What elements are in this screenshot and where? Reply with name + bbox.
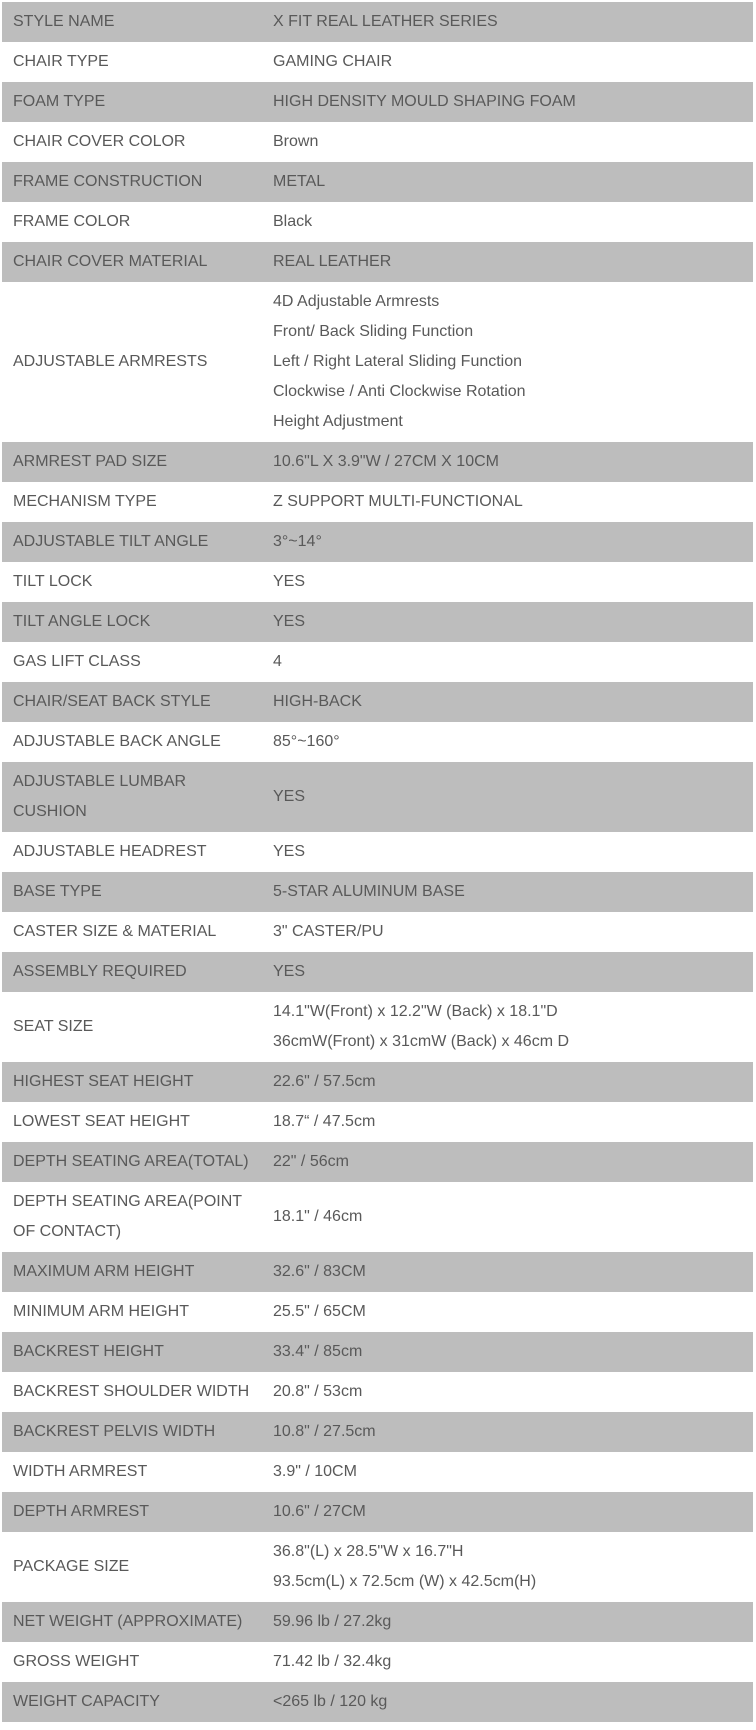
spec-value-line: 32.6" / 83CM [273,1263,366,1280]
table-row [2,912,753,952]
table-row [2,992,753,1062]
spec-value-line: 10.8" / 27.5cm [273,1423,376,1440]
table-row [2,602,753,642]
spec-table [2,2,753,1722]
spec-value-line: 85°~160° [273,733,340,750]
spec-value-line: 25.5" / 65CM [273,1303,366,1320]
table-row [2,242,753,282]
spec-value [262,202,753,242]
spec-label: GROSS WEIGHT [13,1653,140,1670]
spec-value-line: YES [273,963,306,980]
spec-value [262,682,753,722]
spec-value [262,122,753,162]
spec-label: BASE TYPE [13,883,102,900]
table-row [2,1602,753,1642]
table-row [2,162,753,202]
spec-value-line: 71.42 lb / 32.4kg [273,1653,392,1670]
spec-value-line: Clockwise / Anti Clockwise Rotation [273,383,526,400]
spec-value [262,1372,753,1412]
spec-label: FRAME CONSTRUCTION [13,173,203,190]
spec-value-line: 10.6" / 27CM [273,1503,366,1520]
table-row [2,442,753,482]
spec-value [262,1182,753,1252]
spec-value [262,242,753,282]
spec-value-line: 18.1" / 46cm [273,1208,363,1225]
spec-label: CHAIR/SEAT BACK STYLE [13,693,211,710]
spec-value-line: Black [273,213,313,230]
table-row [2,42,753,82]
spec-value-line: 14.1"W(Front) x 12.2"W (Back) x 18.1"D [273,1003,558,1020]
spec-value [262,722,753,762]
table-row [2,562,753,602]
spec-value [262,1642,753,1682]
table-row [2,872,753,912]
table-row [2,1102,753,1142]
spec-value [262,642,753,682]
spec-label: DEPTH SEATING AREA(POINT OF CONTACT) [13,1193,242,1240]
spec-label: SEAT SIZE [13,1018,94,1035]
spec-label: FRAME COLOR [13,213,131,230]
table-row [2,122,753,162]
table-row [2,482,753,522]
spec-value-line: Front/ Back Sliding Function [273,323,474,340]
table-row [2,282,753,442]
spec-value [262,1412,753,1452]
table-row [2,2,753,42]
spec-value-line: YES [273,788,306,805]
spec-label: GAS LIFT CLASS [13,653,141,670]
spec-value-line: 18.7“ / 47.5cm [273,1113,376,1130]
spec-label: TILT LOCK [13,573,93,590]
spec-label: BACKREST HEIGHT [13,1343,164,1360]
spec-value [262,1532,753,1602]
spec-value-line: YES [273,573,306,590]
table-row [2,1412,753,1452]
spec-label: ASSEMBLY REQUIRED [13,963,187,980]
spec-value-line: 4 [273,653,282,670]
table-row [2,1062,753,1102]
spec-value [262,1252,753,1292]
table-row [2,952,753,992]
table-row [2,1452,753,1492]
table-row [2,1332,753,1372]
table-row [2,1532,753,1602]
spec-value [262,482,753,522]
spec-value [262,1602,753,1642]
table-row [2,202,753,242]
table-row [2,722,753,762]
spec-value [262,82,753,122]
spec-value [262,522,753,562]
spec-value [262,282,753,442]
spec-value [262,1492,753,1532]
spec-label: ADJUSTABLE HEADREST [13,843,207,860]
table-row [2,522,753,562]
spec-value [262,1102,753,1142]
spec-value-line: REAL LEATHER [273,253,392,270]
spec-value-line: 36.8"(L) x 28.5"W x 16.7"H [273,1543,464,1560]
spec-label: ARMREST PAD SIZE [13,453,168,470]
spec-value-line: 20.8" / 53cm [273,1383,363,1400]
spec-value-line: Z SUPPORT MULTI-FUNCTIONAL [273,493,523,510]
spec-value [262,1332,753,1372]
spec-value [262,1062,753,1102]
table-row [2,1682,753,1722]
table-row [2,682,753,722]
spec-value-line: 3" CASTER/PU [273,923,384,940]
spec-label: DEPTH SEATING AREA(TOTAL) [13,1153,249,1170]
table-row [2,1492,753,1532]
spec-label: DEPTH ARMREST [13,1503,150,1520]
spec-value [262,1452,753,1492]
table-row [2,82,753,122]
spec-label: NET WEIGHT (APPROXIMATE) [13,1613,243,1630]
spec-label: PACKAGE SIZE [13,1558,130,1575]
table-row [2,1292,753,1332]
spec-value-line: HIGH DENSITY MOULD SHAPING FOAM [273,93,576,110]
spec-label: CASTER SIZE & MATERIAL [13,923,217,940]
spec-label: CHAIR COVER COLOR [13,133,186,150]
spec-value-line: 36cmW(Front) x 31cmW (Back) x 46cm D [273,1033,570,1050]
spec-value-line: 22" / 56cm [273,1153,349,1170]
spec-label: WIDTH ARMREST [13,1463,148,1480]
spec-value [262,42,753,82]
spec-value [262,1682,753,1722]
spec-value-line: 93.5cm(L) x 72.5cm (W) x 42.5cm(H) [273,1573,537,1590]
spec-value-line: METAL [273,173,326,190]
table-row [2,832,753,872]
table-row [2,1182,753,1252]
spec-value-line: 59.96 lb / 27.2kg [273,1613,392,1630]
spec-label: MINIMUM ARM HEIGHT [13,1303,189,1320]
spec-label: CHAIR TYPE [13,53,109,70]
spec-value [262,992,753,1062]
spec-value-line: 33.4" / 85cm [273,1343,363,1360]
spec-label: HIGHEST SEAT HEIGHT [13,1073,194,1090]
spec-value [262,1142,753,1182]
spec-value-line: HIGH-BACK [273,693,362,710]
spec-label: ADJUSTABLE TILT ANGLE [13,533,209,550]
spec-value-line: 3°~14° [273,533,322,550]
spec-value-line: YES [273,613,306,630]
spec-value [262,912,753,952]
table-row [2,642,753,682]
spec-value [262,602,753,642]
spec-value-line: YES [273,843,306,860]
spec-value [262,1292,753,1332]
spec-label: ADJUSTABLE BACK ANGLE [13,733,221,750]
spec-value [262,442,753,482]
spec-value [262,762,753,832]
spec-label: STYLE NAME [13,13,115,30]
spec-value-line: <265 lb / 120 kg [273,1693,388,1710]
table-row [2,1372,753,1412]
table-row [2,1142,753,1182]
spec-value-line: Height Adjustment [273,413,403,430]
spec-value-line: 4D Adjustable Armrests [273,293,440,310]
spec-table-body [2,2,753,1722]
spec-label: ADJUSTABLE LUMBAR CUSHION [13,773,187,820]
spec-value-line: 5-STAR ALUMINUM BASE [273,883,465,900]
table-row [2,1642,753,1682]
spec-label: MAXIMUM ARM HEIGHT [13,1263,195,1280]
spec-label: FOAM TYPE [13,93,106,110]
spec-label: CHAIR COVER MATERIAL [13,253,208,270]
spec-value-line: 3.9" / 10CM [273,1463,357,1480]
spec-value [262,872,753,912]
spec-label: LOWEST SEAT HEIGHT [13,1113,190,1130]
spec-value-line: 22.6" / 57.5cm [273,1073,376,1090]
spec-value [262,162,753,202]
table-row [2,1252,753,1292]
spec-value-line: GAMING CHAIR [273,53,393,70]
spec-label: WEIGHT CAPACITY [13,1693,160,1710]
spec-value [262,832,753,872]
spec-label: BACKREST SHOULDER WIDTH [13,1383,250,1400]
spec-label: MECHANISM TYPE [13,493,157,510]
spec-value-line: 10.6"L X 3.9"W / 27CM X 10CM [273,453,499,470]
spec-label: BACKREST PELVIS WIDTH [13,1423,216,1440]
spec-value-line: Brown [273,133,319,150]
spec-value [262,2,753,42]
spec-value [262,562,753,602]
spec-value-line: X FIT REAL LEATHER SERIES [273,13,498,30]
spec-label: ADJUSTABLE ARMRESTS [13,353,208,370]
spec-value-line: Left / Right Lateral Sliding Function [273,353,523,370]
spec-label: TILT ANGLE LOCK [13,613,151,630]
spec-value [262,952,753,992]
table-row [2,762,753,832]
